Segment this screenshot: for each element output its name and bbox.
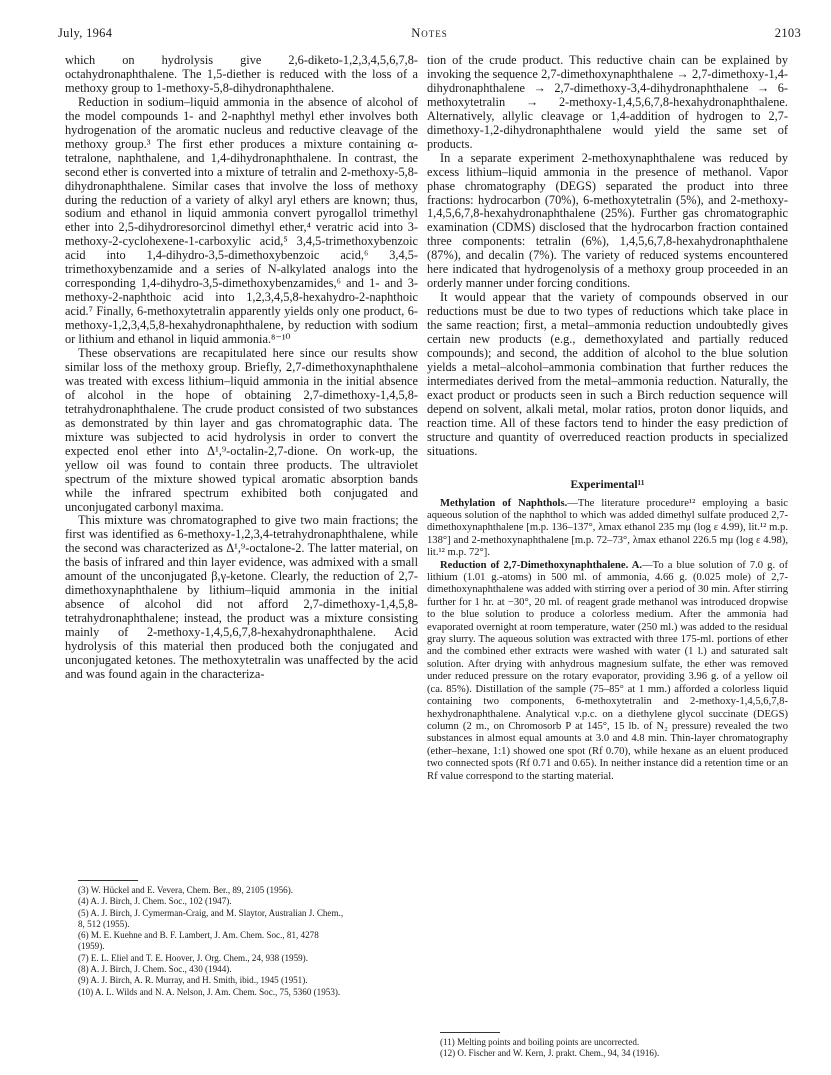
footnote: (7) E. L. Eliel and T. E. Hoover, J. Org. Chem., 24, 938 (1959). [78,952,308,963]
footnote: (4) A. J. Birch, J. Chem. Soc., 102 (1947). [78,896,232,907]
footnote-rule-right [440,1032,500,1033]
footnotes-right [440,1037,790,1060]
footnote: (5) A. J. Birch, J. Cymerman-Craig, and M. Slaytor, Australian J. Chem., [78,907,344,918]
paragraph-7: It would appear that the variety of compounds observed in our reductions must be due to two types of reductions which take place in the same reaction; first, a metal–ammonia reduction undoubtedly gives certain new products (e.g., demethoxylated and partially reduced compounds); and second, the addition of alcohol to the blue solution yields a metal–alcohol–ammonia combination that further reduces the intermediates derived from the metal–ammonia reduction. Naturally, the exact product or products seen in such a Birch reduction sequence will depend on solvent, alkali metal, molar ratios, proton donor liquids, and reaction time. All of these factors tend to hinder the easy prediction of structure and quantity of overreduced reaction products in specialized situations. [427,290,788,458]
right-column [427,54,788,783]
footnote-rule-left [78,880,138,881]
header-section: Notes [411,26,448,40]
reduction-title: Reduction of 2,7-Dimethoxynaphthalene. A. [440,559,643,571]
footnote: (6) M. E. Kuehne and B. F. Lambert, J. Am. Chem. Soc., 81, 4278 [78,930,319,941]
paragraph-5: tion of the crude product. This reductive chain can be explained by invoking the sequence 2,7-dimethoxynaphthalene → 2,7-dimethoxy-1,4-dihydronaphthalene → 2,7-dimethoxy-3,4-dihydronaphthalene → 6-methoxytetralin → 2-methoxy-1,4,5,6,7,8-hexahydronaphthalene. Alternatively, allylic cleavage or 1,4-addition of hydrogen to 2,7-dimethoxy-1,2-dihydronaphthalene would yield the same set of products. [427,53,788,151]
footnote: (8) A. J. Birch, J. Chem. Soc., 430 (1944). [78,964,232,975]
footnotes-left [78,885,418,998]
methylation-body: —The literature procedure¹² employing a basic aqueous solution of the naphthol to which was added dimethyl sulfate produced 2,7-dimethoxynaphthalene [m.p. 136–137°, λmax ethanol 235 mμ (log ε 4.99), lit.¹² m.p. 138°] and 2-methoxynaphthalene [m.p. 72–73°, λmax ethanol 226.5 mμ (log ε 4.98), lit.¹² m.p. 72°]. [427,497,788,559]
experimental-body [427,498,788,783]
footnote: (12) O. Fischer and W. Kern, J. prakt. Chem., 94, 34 (1916). [440,1048,660,1059]
header-date: July, 1964 [58,26,113,40]
paragraph-1: which on hydrolysis give 2,6-diketo-1,2,3,4,5,6,7,8-octahydronaphthalene. The 1,5-diether is reduced with the loss of a methoxy group to 1-methoxy-5,8-dihydronaphthalene. [65,53,418,95]
reduction-body: —To a blue solution of 7.0 g. of lithium (1.01 g.-atoms) in 500 ml. of ammonia, 4.66 g. (0.025 mole) of 2,7-dimethoxynaphthalene was added with stirring over a period of 30 min. After stirring further for 1 hr. at −30°, 20 ml. of reagent grade methanol was introduced dropwise to the blue solution to produce a colorless medium. After the ammonia had evaporated overnight at room temperature, water (250 ml.) was added to the residual gray slurry. The aqueous solution was extracted with three 175-ml. portions of ether and the combined ether extracts were washed with water (1 l.) and saturated salt solution. After drying with anhydrous magnesium sulfate, the ether was removed under reduced pressure on the rotary evaporator, providing 3.96 g. of a yellow oil (ca. 85%). Distillation of the sample (75–85° at 1 mm.) afforded a colorless liquid containing two components, 6-methoxytetralin and 2-methoxy-1,4,5,6,7,8-hexhydronaphthalene. Analytical v.p.c. on a diethylene glycol succinate (DEGS) column (2 m., on Chromosorb P at 145°, 15 lb. of N₂ pressure) revealed the two substances in almost equal amounts at 3.0 and 4.8 min. Thin-layer chromatography (ether–hexane, 1:1) showed one spot (Rf 0.70), while hexane as an eluent produced two connected spots (Rf 0.71 and 0.65). In neither instance did a retention time or an Rf value correspond to the starting material. [427,559,788,782]
footnote: 8, 512 (1955). [78,918,130,929]
footnote: (11) Melting points and boiling points are uncorrected. [440,1037,640,1047]
paragraph-6: In a separate experiment 2-methoxynaphthalene was reduced by excess lithium–liquid ammonia in the presence of methanol. Vapor phase chromatography (DEGS) separated the product into three fractions: hydrocarbon (70%), 6-methoxytetralin (5%), and 2-methoxy-1,4,5,6,7,8-hexahydronaphthalene (25%). Further gas chromatographic examination (CDMS) disclosed that the hydrocarbon fraction contained three components: tetralin (6%), 1,4,5,6,7,8-hexahydronaphthalene (87%), and decalin (7%). The variety of reduced systems encountered here indicated that hydrogenolysis of a methoxy group proceeded in an orderly manner under forcing conditions. [427,150,788,291]
running-header [58,26,801,44]
left-column [65,54,418,682]
footnote: (9) A. J. Birch, A. R. Murray, and H. Smith, ibid., 1945 (1951). [78,975,308,986]
paragraph-3: These observations are recapitulated here since our results show similar loss of the methoxy group. Briefly, 2,7-dimethoxynaphthalene was treated with excess lithium–liquid ammonia in the initial absence of alcohol in the hope of obtaining 2,7-dimethoxy-1,4,5,8-tetrahydronaphthalene. The crude product consisted of two substances as demonstrated by thin layer and gas chromatographic data. The mixture was subjected to acid hydrolysis in order to convert the expected enol ether into Δ¹,⁹-octalin-2,7-dione. On work-up, the yellow oil was found to contain three products. The ultraviolet spectrum of the mixture showed typical aromatic absorption bands while the infrared spectrum exhibited both conjugated and unconjugated carbonyl maxima. [65,346,418,514]
footnote: (10) A. L. Wilds and N. A. Nelson, J. Am. Chem. Soc., 75, 5360 (1953). [78,986,341,997]
footnote: (1959). [78,941,105,952]
experimental-paragraph-1 [427,498,788,560]
paragraph-2: Reduction in sodium–liquid ammonia in the absence of alcohol of the model compounds 1- and 2-naphthyl methyl ether involves both hydrogenation of the aromatic nucleus and reductive cleavage of the methoxy group.³ The first ether produces a mixture containing α-tetralone, naphthalene, and 1,4-dihydronaphthalene. In contrast, the second ether is converted into a mixture of tetralin and 2-methoxy-5,8-dihydronaphthalene. Similar cases that involve the loss of methoxy during the reduction of a variety of alkyl aryl ethers are known; thus, sodium and ethanol in liquid ammonia convert pyrogallol trimethyl ether into 2,5-dihydroresorcinol dimethyl ether,⁴ veratric acid into 3-methoxy-2-cyclohexene-1-carboxylic acid,⁵ 3,4,5-trimethoxybenzoic acid into 1,4-dihydro-3,5-dimethoxybenzoic acid,⁶ 3,4,5-trimethoxybenzamide and a series of N-alkylated analogs into the corresponding 1,4-dihydro-3,5-dimethoxybenzamides,⁶ and 1- and 3-methoxy-2-naphthoic acid into 1,2,3,4,5,8-hexahydro-2-naphthoic acid.⁷ Finally, 6-methoxytetralin apparently yields only one product, 6-methoxy-1,2,3,4,5,8-hexahydronaphthalene, by reduction with sodium or lithium and ethanol in liquid ammonia.⁸⁻¹⁰ [65,94,418,347]
paragraph-4: This mixture was chromatographed to give two main fractions; the first was identified as 6-methoxy-1,2,3,4-tetrahydronaphthalene, while the second was characterized as Δ¹,⁹-octalone-2. The latter material, on the basis of infrared and thin layer evidence, was admixed with a small amount of the unconjugated β,γ-ketone. Clearly, the reduction of 2,7-dimethoxynaphthalene by lithium–liquid ammonia in the initial absence of alcohol did not afford 2,7-dimethoxy-1,4,5,8-tetrahydronaphthalene; instead, the product was a mixture consisting mainly of 2-methoxy-1,4,5,6,7,8-hexahydronaphthalene. Acid hydrolysis of this material then produced both the conjugated and unconjugated ketones. The methoxytetralin was unaffected by the acid and was found again in the characteriza- [65,513,418,681]
page-number: 2103 [774,26,801,40]
methylation-title: Methylation of Naphthols. [440,497,568,509]
experimental-heading: Experimental¹¹ [570,478,645,491]
experimental-paragraph-2 [427,560,788,783]
footnote: (3) W. Hückel and E. Vevera, Chem. Ber., 89, 2105 (1956). [78,885,294,895]
